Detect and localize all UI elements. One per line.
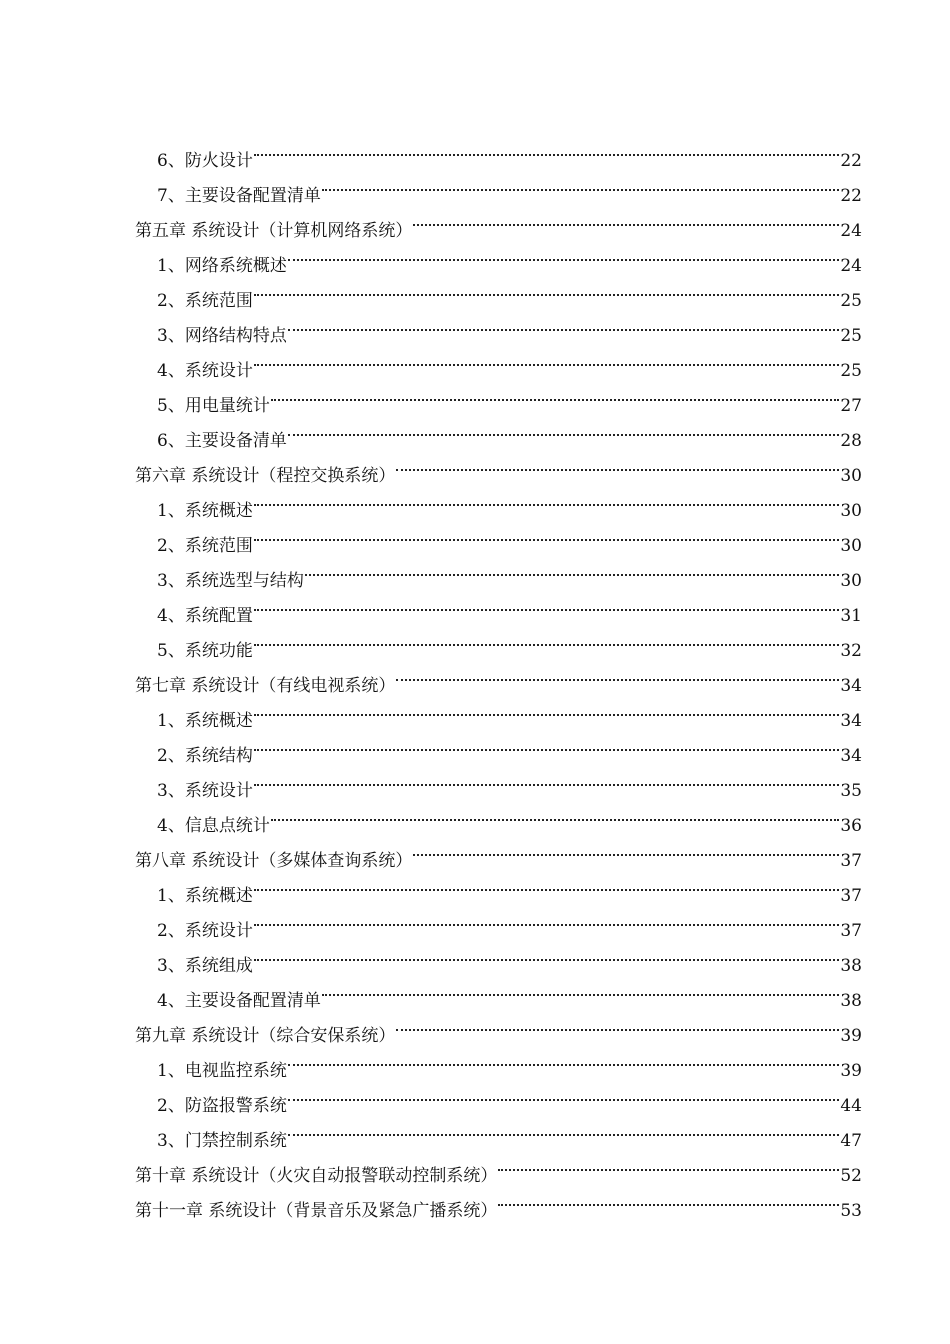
toc-page-number: 22 [840,151,862,171]
toc-section-entry[interactable] [157,796,862,836]
toc-page-number: 35 [840,781,862,801]
toc-entry-label: 1、网络系统概述 [157,256,287,276]
toc-section-entry[interactable] [157,376,862,416]
toc-section-entry[interactable] [157,936,862,976]
toc-dot-leader [254,341,840,376]
toc-dot-leader [254,621,840,656]
toc-page-number: 32 [840,641,862,661]
toc-section-entry[interactable] [157,586,862,626]
toc-page-number: 38 [840,956,862,976]
toc-section-entry[interactable] [157,1041,862,1081]
toc-page-number: 37 [840,851,862,871]
table-of-contents [0,131,950,1221]
toc-dot-leader [254,586,840,621]
toc-page-number: 25 [840,326,862,346]
toc-page-number: 22 [840,186,862,206]
toc-page-number: 38 [840,991,862,1011]
toc-page-number: 25 [840,291,862,311]
toc-section-entry[interactable] [157,551,862,591]
toc-dot-leader [396,1006,839,1041]
toc-entry-label: 2、系统范围 [157,536,253,556]
toc-page-number: 34 [840,711,862,731]
toc-dot-leader [396,446,839,481]
toc-entry-label: 6、主要设备清单 [157,431,287,451]
toc-section-entry[interactable] [157,481,862,521]
toc-section-entry[interactable] [157,971,862,1011]
toc-page-number: 30 [840,571,862,591]
toc-section-entry[interactable] [157,726,862,766]
toc-dot-leader [305,551,840,586]
toc-dot-leader [322,166,840,201]
toc-page-number: 24 [840,256,862,276]
toc-section-entry[interactable] [157,621,862,661]
toc-page-number: 30 [840,536,862,556]
toc-entry-label: 第十一章 系统设计（背景音乐及紧急广播系统） [135,1201,498,1221]
toc-entry-label: 5、系统功能 [157,641,253,661]
toc-dot-leader [288,306,840,341]
toc-dot-leader [396,656,839,691]
toc-section-entry[interactable] [157,271,862,311]
toc-entry-label: 4、系统配置 [157,606,253,626]
toc-page-number: 34 [840,676,862,696]
toc-section-entry[interactable] [157,901,862,941]
toc-dot-leader [254,271,840,306]
toc-entry-label: 2、防盗报警系统 [157,1096,287,1116]
toc-dot-leader [322,971,840,1006]
toc-page-number: 47 [840,1131,862,1151]
toc-entry-label: 4、主要设备配置清单 [157,991,321,1011]
toc-entry-label: 第七章 系统设计（有线电视系统） [135,676,396,696]
toc-dot-leader [288,236,840,271]
toc-chapter-entry[interactable] [135,1181,862,1221]
toc-chapter-entry[interactable] [135,1006,862,1046]
toc-entry-label: 1、系统概述 [157,501,253,521]
toc-entry-label: 3、门禁控制系统 [157,1131,287,1151]
toc-dot-leader [288,1041,840,1076]
toc-page-number: 39 [840,1026,862,1046]
toc-entry-label: 4、系统设计 [157,361,253,381]
toc-section-entry[interactable] [157,1111,862,1151]
toc-dot-leader [254,726,840,761]
toc-dot-leader [254,481,840,516]
toc-section-entry[interactable] [157,691,862,731]
toc-dot-leader [288,1076,840,1111]
toc-entry-label: 3、网络结构特点 [157,326,287,346]
toc-page-number: 25 [840,361,862,381]
toc-chapter-entry[interactable] [135,201,862,241]
toc-page-number: 30 [840,466,862,486]
toc-entry-label: 7、主要设备配置清单 [157,186,321,206]
toc-entry-label: 1、电视监控系统 [157,1061,287,1081]
toc-entry-label: 1、系统概述 [157,711,253,731]
toc-chapter-entry[interactable] [135,1146,862,1186]
toc-page-number: 39 [840,1061,862,1081]
toc-entry-label: 第五章 系统设计（计算机网络系统） [135,221,413,241]
toc-entry-label: 第八章 系统设计（多媒体查询系统） [135,851,413,871]
toc-chapter-entry[interactable] [135,446,862,486]
toc-dot-leader [271,796,840,831]
toc-section-entry[interactable] [157,761,862,801]
toc-page-number: 37 [840,921,862,941]
toc-section-entry[interactable] [157,166,862,206]
toc-dot-leader [254,691,840,726]
toc-dot-leader [288,411,840,446]
toc-page-number: 37 [840,886,862,906]
toc-entry-label: 4、信息点统计 [157,816,270,836]
toc-entry-label: 2、系统设计 [157,921,253,941]
toc-dot-leader [254,936,840,971]
toc-entry-label: 3、系统选型与结构 [157,571,304,591]
toc-page-number: 30 [840,501,862,521]
toc-chapter-entry[interactable] [135,656,862,696]
toc-dot-leader [413,831,839,866]
toc-page-number: 44 [840,1096,862,1116]
toc-page-number: 53 [840,1201,862,1221]
toc-entry-label: 2、系统结构 [157,746,253,766]
toc-entry-label: 1、系统概述 [157,886,253,906]
toc-section-entry[interactable] [157,306,862,346]
toc-dot-leader [288,1111,840,1146]
toc-dot-leader [413,201,839,236]
toc-page-number: 34 [840,746,862,766]
toc-dot-leader [254,901,840,936]
toc-dot-leader [254,761,840,796]
toc-chapter-entry[interactable] [135,831,862,871]
toc-entry-label: 第十章 系统设计（火灾自动报警联动控制系统） [135,1166,498,1186]
toc-section-entry[interactable] [157,866,862,906]
toc-page-number: 31 [840,606,862,626]
toc-section-entry[interactable] [157,411,862,451]
toc-dot-leader [254,131,840,166]
toc-entry-label: 2、系统范围 [157,291,253,311]
toc-entry-row [135,1181,862,1229]
toc-section-entry[interactable] [157,516,862,556]
toc-dot-leader [271,376,840,411]
toc-section-entry[interactable] [157,1076,862,1116]
toc-section-entry[interactable] [157,341,862,381]
toc-dot-leader [254,866,840,901]
toc-section-entry[interactable] [157,236,862,276]
toc-page-number: 52 [840,1166,862,1186]
toc-entry-label: 5、用电量统计 [157,396,270,416]
toc-dot-leader [254,516,840,551]
toc-page-number: 24 [840,221,862,241]
toc-dot-leader [498,1181,839,1216]
toc-entry-label: 第九章 系统设计（综合安保系统） [135,1026,396,1046]
toc-page-number: 27 [840,396,862,416]
toc-dot-leader [498,1146,839,1181]
toc-section-entry[interactable] [157,131,862,171]
toc-entry-label: 6、防火设计 [157,151,253,171]
toc-entry-label: 3、系统设计 [157,781,253,801]
toc-entry-label: 第六章 系统设计（程控交换系统） [135,466,396,486]
toc-page-number: 28 [840,431,862,451]
toc-entry-label: 3、系统组成 [157,956,253,976]
toc-page-number: 36 [840,816,862,836]
